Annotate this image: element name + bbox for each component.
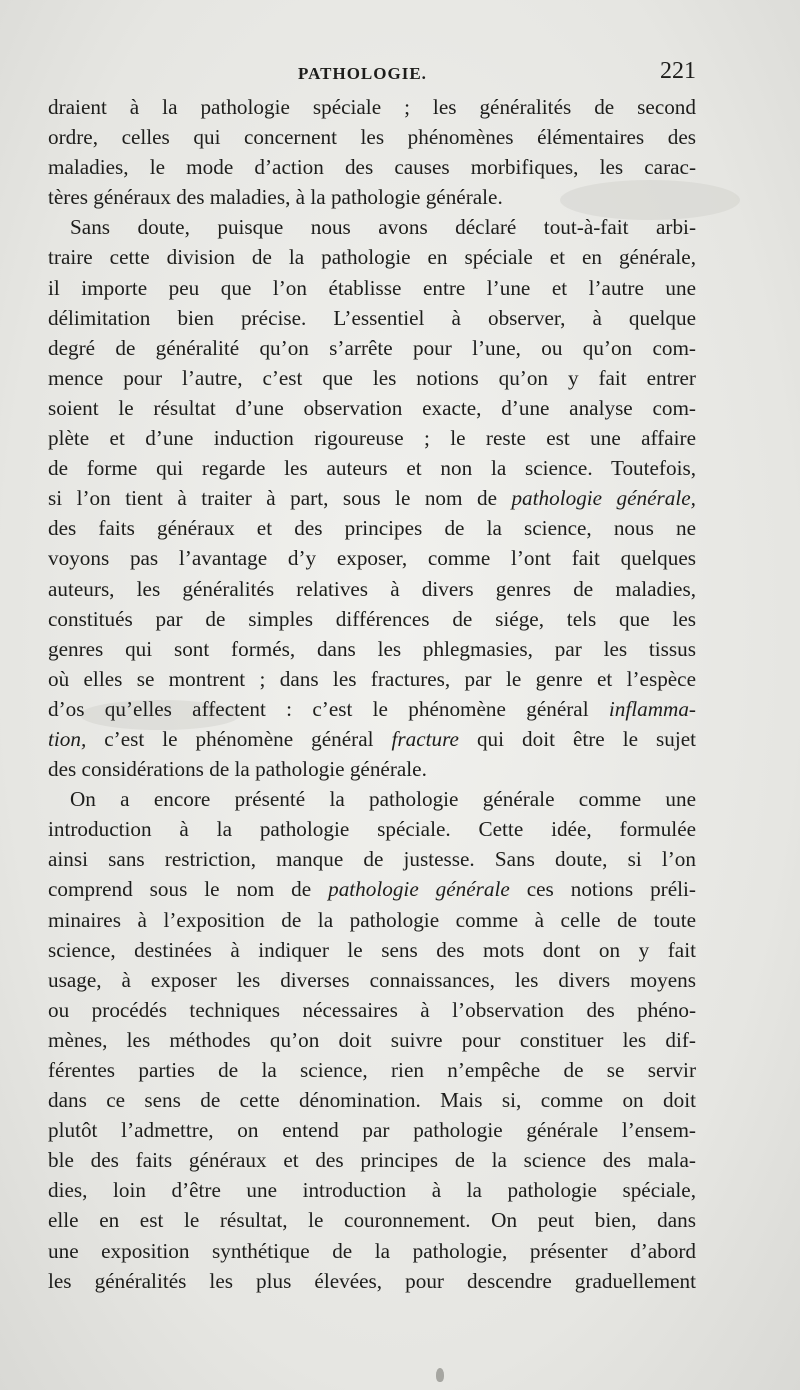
text-line	[48, 604, 696, 634]
line-text: mènes, les méthodes qu’on doit suivre pour constituer les dif-	[48, 1027, 696, 1052]
text-line	[48, 92, 696, 122]
line-text: plète et d’une induction rigoureuse ; le reste est une affaire	[48, 426, 696, 451]
text-line	[48, 363, 696, 393]
italic-text: inflamma-	[608, 696, 696, 721]
line-text: degré de généralité qu’on s’arrête pour l’une, ou qu’on com-	[48, 335, 696, 360]
line-text: dies, loin d’être une introduction à la pathologie spéciale,	[48, 1178, 696, 1203]
line-text: usage, à exposer les diverses connaissances, les divers moyens	[48, 967, 696, 992]
text-line	[48, 513, 696, 543]
line-text: de forme qui regarde les auteurs et non la science. Toutefois,	[48, 456, 696, 481]
line-text: délimitation bien précise. L’essentiel à observer, à quelque	[48, 305, 696, 330]
text-line	[48, 182, 696, 212]
line-text: comprend sous le nom de	[48, 877, 329, 902]
line-text: minaires à l’exposition de la pathologie comme à celle de toute	[48, 907, 696, 932]
text-line	[48, 1055, 696, 1085]
text-line	[48, 844, 696, 874]
text-line	[48, 543, 696, 573]
text-line	[48, 694, 696, 724]
text-line	[48, 1175, 696, 1205]
body-text	[48, 92, 696, 1296]
line-text: tères généraux des maladies, à la pathologie générale.	[48, 185, 503, 210]
line-text: ble des faits généraux et des principes de la science des mala-	[48, 1148, 696, 1173]
text-line	[48, 333, 696, 363]
line-text: draient à la pathologie spéciale ; les généralités de second	[48, 95, 696, 119]
line-text: où elles se montrent ; dans les fractures, par le genre et l’espèce	[48, 666, 696, 691]
text-line	[48, 784, 696, 814]
text-line	[48, 152, 696, 182]
line-text: ces notions préli-	[509, 877, 696, 902]
page-number: 221	[660, 58, 696, 84]
line-text: c’est le phénomène général	[86, 726, 392, 751]
line-text: les généralités les plus élevées, pour descendre graduellement	[48, 1268, 696, 1293]
line-text: genres qui sont formés, dans les phlegmasies, par les tissus	[48, 636, 696, 661]
text-line	[48, 1266, 696, 1296]
ink-mark	[436, 1368, 444, 1382]
page-header	[48, 58, 696, 92]
line-text: auteurs, les généralités relatives à divers genres de maladies,	[48, 576, 696, 601]
line-text: ou procédés techniques nécessaires à l’observation des phéno-	[48, 997, 696, 1022]
text-line	[48, 273, 696, 303]
italic-text: fracture	[391, 726, 459, 751]
italic-text: pathologie générale	[328, 877, 510, 902]
text-line	[48, 754, 696, 784]
text-line	[48, 664, 696, 694]
text-line	[48, 303, 696, 333]
line-text: ordre, celles qui concernent les phénomènes élémentaires des	[48, 125, 696, 150]
line-text: une exposition synthétique de la pathologie, présenter d’abord	[48, 1238, 696, 1263]
line-text: elle en est le résultat, le couronnement. On peut bien, dans	[48, 1208, 696, 1233]
line-text: des considérations de la pathologie générale.	[48, 757, 427, 782]
line-text: il importe peu que l’on établisse entre l’une et l’autre une	[48, 275, 696, 300]
text-line	[48, 1145, 696, 1175]
text-line	[48, 935, 696, 965]
line-text: traire cette division de la pathologie en spéciale et en générale,	[48, 245, 696, 270]
text-line	[48, 1085, 696, 1115]
line-text: constitués par de simples différences de siége, tels que les	[48, 606, 696, 631]
text-line	[48, 574, 696, 604]
text-line	[48, 814, 696, 844]
line-text: d’os qu’elles affectent : c’est le phénomène général	[48, 696, 609, 721]
line-text: ainsi sans restriction, manque de justesse. Sans doute, si l’on	[48, 847, 696, 872]
line-text: On a encore présenté la pathologie générale comme une	[70, 787, 696, 812]
line-text: science, destinées à indiquer le sens des mots dont on y fait	[48, 937, 696, 962]
text-line	[48, 1236, 696, 1266]
text-line	[48, 212, 696, 242]
text-line	[48, 634, 696, 664]
line-text: dans ce sens de cette dénomination. Mais si, comme on doit	[48, 1088, 696, 1113]
line-text: soient le résultat d’une observation exacte, d’une analyse com-	[48, 395, 696, 420]
line-text: maladies, le mode d’action des causes morbifiques, les carac-	[48, 155, 696, 180]
text-line	[48, 1115, 696, 1145]
line-text: mence pour l’autre, c’est que les notions qu’on y fait entrer	[48, 365, 696, 390]
line-text: férentes parties de la science, rien n’empêche de se servir	[48, 1058, 696, 1082]
text-line	[48, 905, 696, 935]
line-text: voyons pas l’avantage d’y exposer, comme l’ont fait quelques	[48, 546, 696, 571]
line-text: plutôt l’admettre, on entend par pathologie générale l’ensem-	[48, 1118, 696, 1143]
text-line	[48, 874, 696, 904]
text-line	[48, 483, 696, 513]
text-line	[48, 995, 696, 1025]
text-line	[48, 724, 696, 754]
text-line	[48, 1205, 696, 1235]
line-text: si l’on tient à traiter à part, sous le nom de	[48, 486, 512, 511]
text-line	[48, 453, 696, 483]
line-text: qui doit être le sujet	[458, 726, 696, 751]
text-line	[48, 122, 696, 152]
text-line	[48, 1025, 696, 1055]
text-line	[48, 393, 696, 423]
line-text: introduction à la pathologie spéciale. Cette idée, formulée	[48, 817, 696, 842]
running-title: PATHOLOGIE.	[298, 64, 427, 83]
text-line	[48, 242, 696, 272]
line-text: des faits généraux et des principes de la science, nous ne	[48, 516, 696, 541]
text-line	[48, 965, 696, 995]
text-line	[48, 423, 696, 453]
italic-text: pathologie générale,	[511, 486, 696, 511]
italic-text: tion,	[48, 726, 87, 751]
line-text: Sans doute, puisque nous avons déclaré tout-à-fait arbi-	[70, 215, 696, 240]
